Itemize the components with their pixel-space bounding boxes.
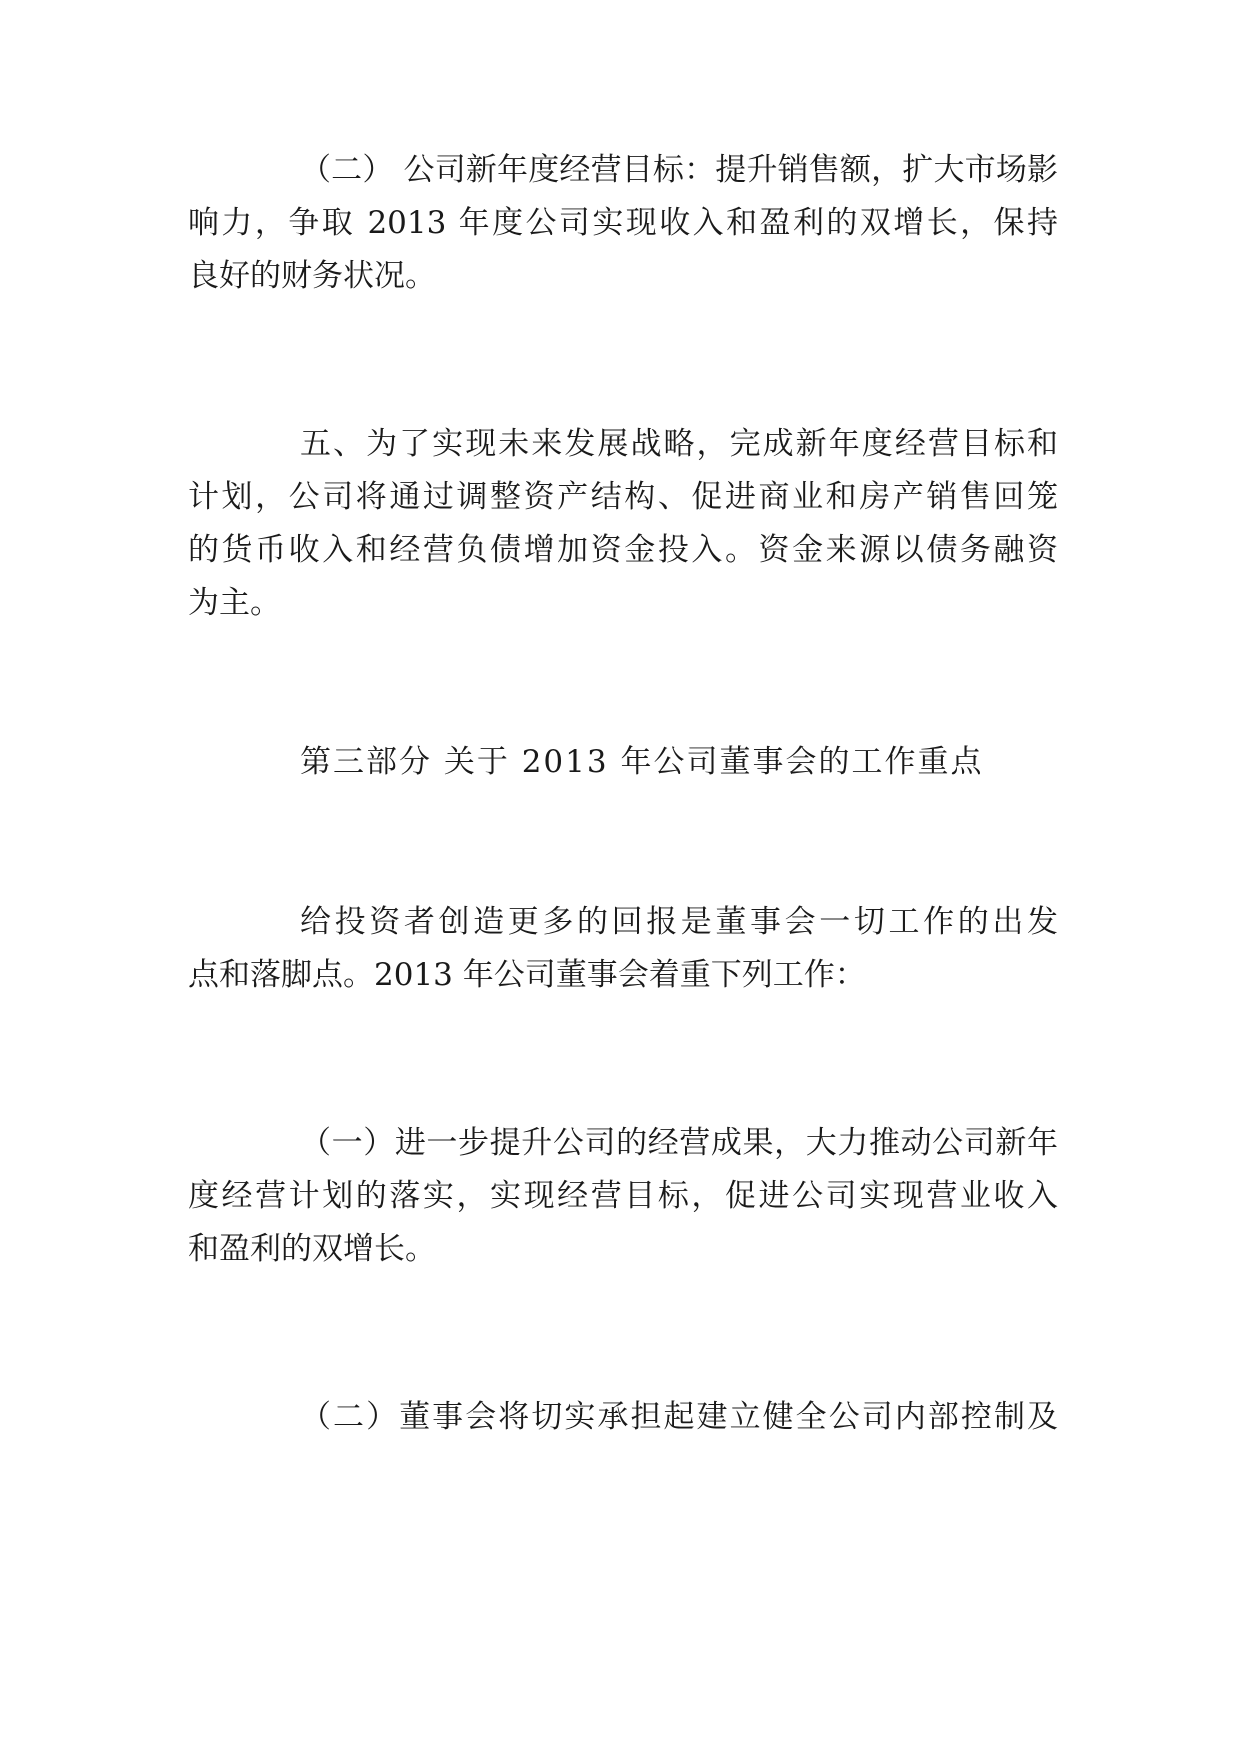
text-line: （一）进一步提升公司的经营成果，大力推动公司新年 [300,1125,1058,1161]
text-line: 度经营计划的落实，实现经营目标，促进公司实现营业收入 [188,1178,1058,1214]
text-line: 为主。 [188,585,281,621]
text-line: （二） 公司新年度经营目标：提升销售额，扩大市场影 [300,152,1058,188]
text-line: 五、为了实现未来发展战略，完成新年度经营目标和 [300,426,1058,462]
text-line: （二）董事会将切实承担起建立健全公司内部控制及 [300,1399,1058,1435]
text-line: 给投资者创造更多的回报是董事会一切工作的出发 [300,904,1058,940]
text-line: 的货币收入和经营负债增加资金投入。资金来源以债务融资 [188,532,1058,568]
text-line: 响力，争取 2013 年度公司实现收入和盈利的双增长，保持 [188,205,1058,241]
section-heading: 第三部分 关于 2013 年公司董事会的工作重点 [300,744,984,780]
text-line: 和盈利的双增长。 [188,1231,436,1267]
text-line: 计划，公司将通过调整资产结构、促进商业和房产销售回笼 [188,479,1058,515]
text-line: 良好的财务状况。 [188,258,436,294]
text-line: 点和落脚点。2013 年公司董事会着重下列工作： [188,957,866,993]
